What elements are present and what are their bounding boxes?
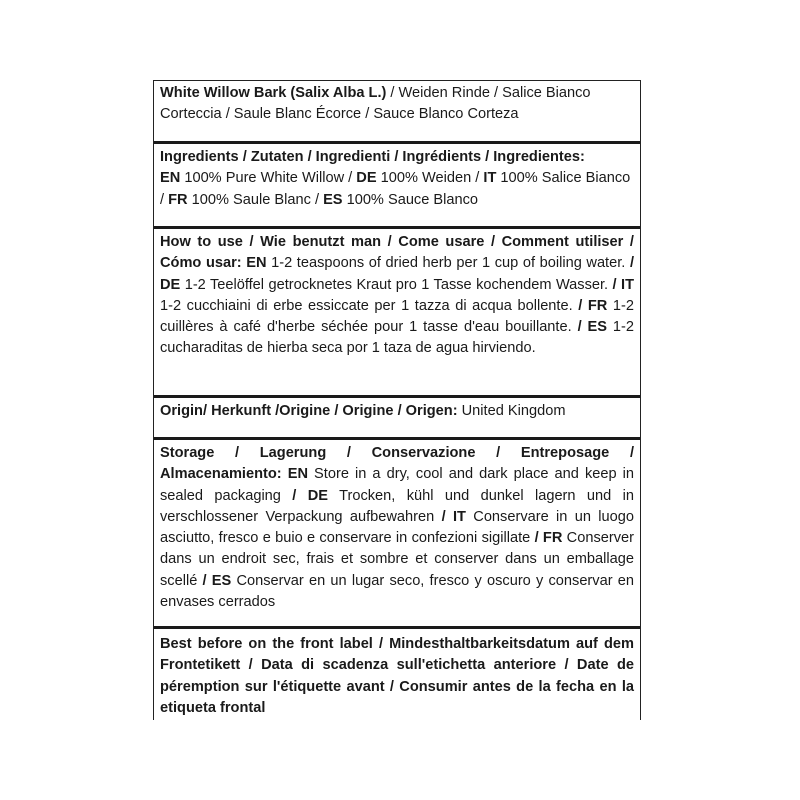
storage-it: Conservare in un luogo asciutto, fresco e buio e conservare in confezioni sigillate <box>160 508 634 547</box>
storage-heading-es: Almacenamiento: <box>160 466 282 483</box>
lang-code-en: EN <box>160 170 181 187</box>
lang-code-de: DE <box>356 170 377 187</box>
heading-separator: / <box>346 445 351 461</box>
storage-heading-en: Storage <box>160 445 215 461</box>
heading-separator: / <box>496 445 501 461</box>
storage-de: Trocken, kühl und dunkel lagern und in verschlossener Verpackung aufbewahren <box>160 487 634 525</box>
storage-en: Store in a dry, cool and dark place and keep in sealed packaging <box>160 466 635 504</box>
lang-code-it: / IT <box>441 508 466 525</box>
storage-heading-fr: Entreposage <box>520 445 610 461</box>
lang-code-en: EN <box>241 255 267 272</box>
product-title-latin: White Willow Bark (Salix Alba L.) <box>160 85 387 101</box>
lang-code-it: / IT <box>612 276 634 293</box>
ingredients-section <box>160 147 634 211</box>
lang-code-fr: / FR <box>578 297 608 314</box>
lang-code-it: IT <box>483 170 497 187</box>
storage-heading-it: Conservazione <box>371 445 476 461</box>
section-divider <box>154 626 640 629</box>
lang-code-fr: FR <box>168 191 188 208</box>
storage-heading <box>160 443 634 464</box>
storage-es: Conservar en un lugar seco, fresco y oscuro y conservar en envases cerrados <box>160 572 634 611</box>
lang-code-es: ES <box>323 191 343 208</box>
storage-heading-de: Lagerung <box>259 445 327 461</box>
ingredients-it: 100% Salice Bianco / <box>160 170 631 208</box>
how-to-use-es: 1-2 cucharaditas de hierba seca por 1 taza de agua hirviendo. <box>160 319 634 357</box>
ingredients-fr: 100% Saule Blanc / <box>187 191 324 208</box>
product-title-translations: / Weiden Rinde / Salice Bianco Corteccia / Saule Blanc Écorce / Sauce Blanco Corteza <box>160 85 591 123</box>
best-before-section <box>160 634 634 719</box>
section-divider <box>154 395 640 398</box>
ingredients-de: 100% Weiden / <box>376 170 484 187</box>
lang-code-es: / ES <box>577 319 607 336</box>
lang-code-fr: / FR <box>534 530 563 547</box>
section-divider <box>154 437 640 440</box>
lang-code-es: / ES <box>202 572 232 589</box>
storage-fr: Conserver dans un endroit sec, frais et sombre et conserver dans un emballage scellé <box>160 530 634 589</box>
ingredients-es: 100% Sauce Blanco <box>342 191 479 208</box>
storage-section <box>160 443 634 613</box>
origin-value: United Kingdom <box>457 403 566 419</box>
ingredients-en: 100% Pure White Willow / <box>180 170 357 187</box>
section-divider <box>154 141 640 144</box>
heading-separator: / <box>235 445 240 461</box>
product-label <box>153 80 641 720</box>
how-to-use-de: 1-2 Teelöffel getrocknetes Kraut pro 1 Tasse kochendem Wasser. <box>180 276 613 293</box>
origin-heading: Origin/ Herkunft /Origine / Origine / Origen: <box>160 403 458 419</box>
how-to-use-fr: 1-2 cuillères à café d'herbe séchée pour 1 tasse d'eau bouillante. <box>160 297 634 336</box>
how-to-use-it: 1-2 cucchiaini di erbe essiccate per 1 tazza di acqua bollente. <box>160 297 579 314</box>
lang-code-de: / DE <box>292 487 328 504</box>
origin-section <box>160 401 634 422</box>
how-to-use-section <box>160 232 634 360</box>
best-before-text: Best before on the front label / Mindesthaltbarkeitsdatum auf dem Frontetikett / Data di scadenza sull'etichetta anteriore / Date de péremption sur l'étiquette avant / Consumir antes de la fecha en la etiqueta frontal <box>160 636 634 716</box>
heading-separator: / <box>629 445 634 461</box>
section-divider <box>154 226 640 229</box>
ingredients-heading: Ingredients / Zutaten / Ingredienti / Ingrédients / Ingredientes: <box>160 149 585 165</box>
product-title <box>160 83 634 126</box>
lang-code-en: EN <box>281 466 308 483</box>
how-to-use-heading: How to use / Wie benutzt man / Come usare / Comment utiliser / Cómo usar: <box>160 234 634 272</box>
how-to-use-en: 1-2 teaspoons of dried herb per 1 cup of boiling water. <box>266 255 630 272</box>
storage-body <box>160 464 634 613</box>
lang-code-de: / DE <box>160 255 634 293</box>
